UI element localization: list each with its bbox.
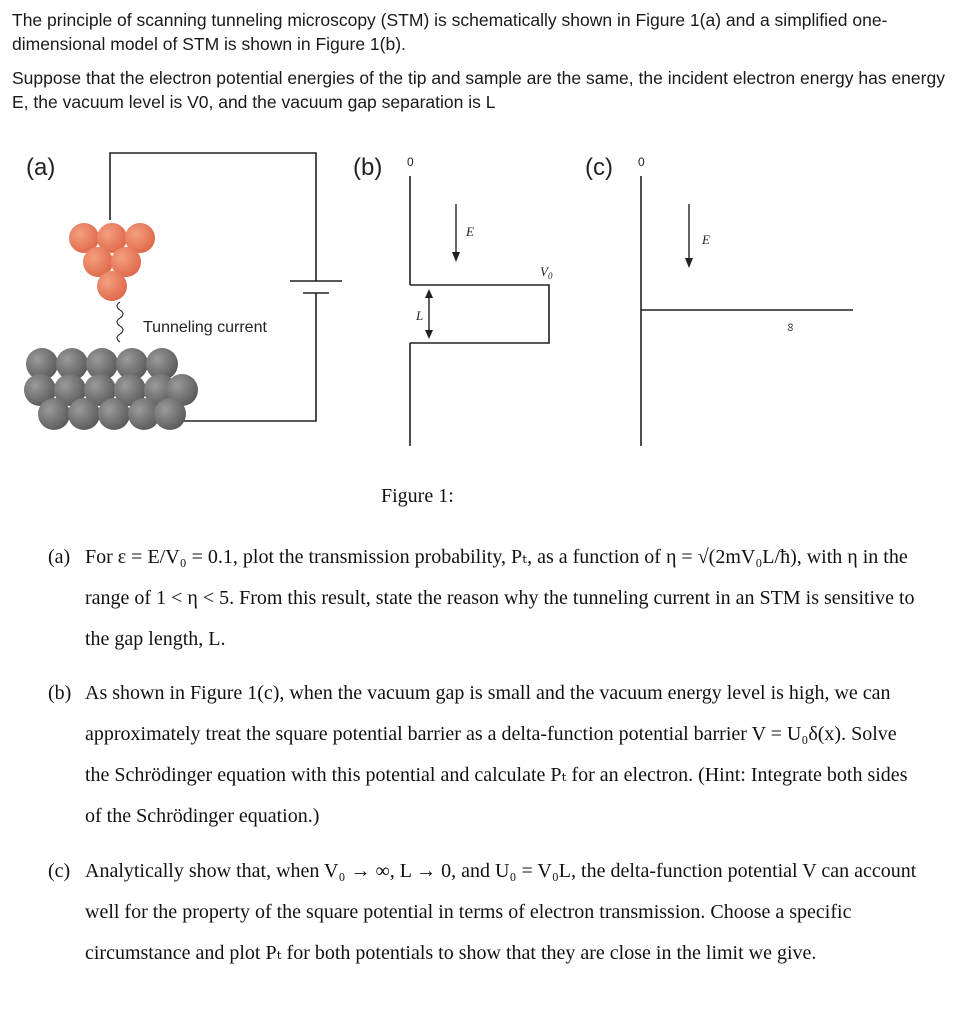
panel-a-label: (a) — [26, 154, 56, 181]
b-energy-arrow — [452, 204, 460, 262]
question-c-text: Analytically show that, when V₀ → ∞, L → 0, and U₀ = V₀L, the delta-function potential V can account well for the property of the square potential in terms of electron transmission. Choose a specific circumstance and plot Pₜ for both potentials to show that they are close in the limit we give. — [85, 860, 917, 964]
b-vacuum-label — [540, 264, 553, 281]
panel-c-label: (c) — [585, 154, 613, 181]
question-a-label: (a) — [48, 546, 71, 568]
b-energy-label: E — [466, 224, 474, 239]
c-energy-arrow — [685, 204, 693, 268]
b-vacuum-subscript: 0 — [547, 271, 553, 281]
panel-c — [585, 154, 853, 446]
b-gap-arrow — [425, 289, 433, 339]
c-zero-label: 0 — [638, 155, 645, 169]
delta-potential — [641, 176, 853, 446]
sample-atom — [38, 398, 70, 430]
question-a-text: For ε = E/V₀ = 0.1, plot the transmission probability, Pₜ, as a function of η = √(2mV₀L/ħ), with η in the range of 1 < η < 5. From this result, state the reason why the tunneling current in an STM is sensitive to the gap length, L. — [85, 546, 915, 650]
intro-paragraph-2: Suppose that the electron potential energies of the tip and sample are the same, the incident electron energy has energy E, the vacuum level is V0, and the vacuum gap separation is L — [12, 68, 945, 112]
sample-atoms — [24, 348, 198, 430]
b-vacuum-symbol: V — [540, 264, 548, 279]
b-zero-label: 0 — [407, 155, 414, 169]
figure-1 — [0, 140, 966, 520]
c-energy-label: E — [702, 232, 710, 247]
square-barrier-potential — [410, 176, 549, 446]
question-c-label: (c) — [48, 860, 71, 882]
panel-b — [353, 154, 553, 446]
b-gap-label: L — [416, 308, 424, 323]
sample-atom — [68, 398, 100, 430]
intro-paragraph-1: The principle of scanning tunneling microscopy (STM) is schematically shown in Figure 1(a) and a simplified one-dimensional model of STM is shown in Figure 1(b). — [12, 10, 888, 54]
question-b-label: (b) — [48, 682, 72, 704]
sample-atom — [98, 398, 130, 430]
question-a — [48, 537, 918, 660]
figure-caption: Figure 1: — [381, 485, 454, 507]
tip-atoms — [69, 223, 155, 301]
tip-atom — [97, 271, 127, 301]
question-b — [48, 673, 918, 837]
question-c — [48, 851, 918, 974]
tunneling-current-label: Tunneling current — [143, 319, 267, 336]
tunneling-wave-icon — [117, 302, 123, 342]
sample-atom — [154, 398, 186, 430]
question-b-text: As shown in Figure 1(c), when the vacuum gap is small and the vacuum energy level is high, we can approximately treat the square potential barrier as a delta-function potential barrier V = U₀δ(x). Solve the Schrödinger equation with this potential and calculate Pₜ for an electron. (Hint: Integrate both sides of the Schrödinger equation.) — [85, 682, 908, 827]
panel-b-label: (b) — [353, 154, 383, 181]
c-infinity-label: ∞ — [784, 323, 798, 332]
panel-a — [24, 153, 342, 430]
circuit-wire — [110, 153, 342, 421]
